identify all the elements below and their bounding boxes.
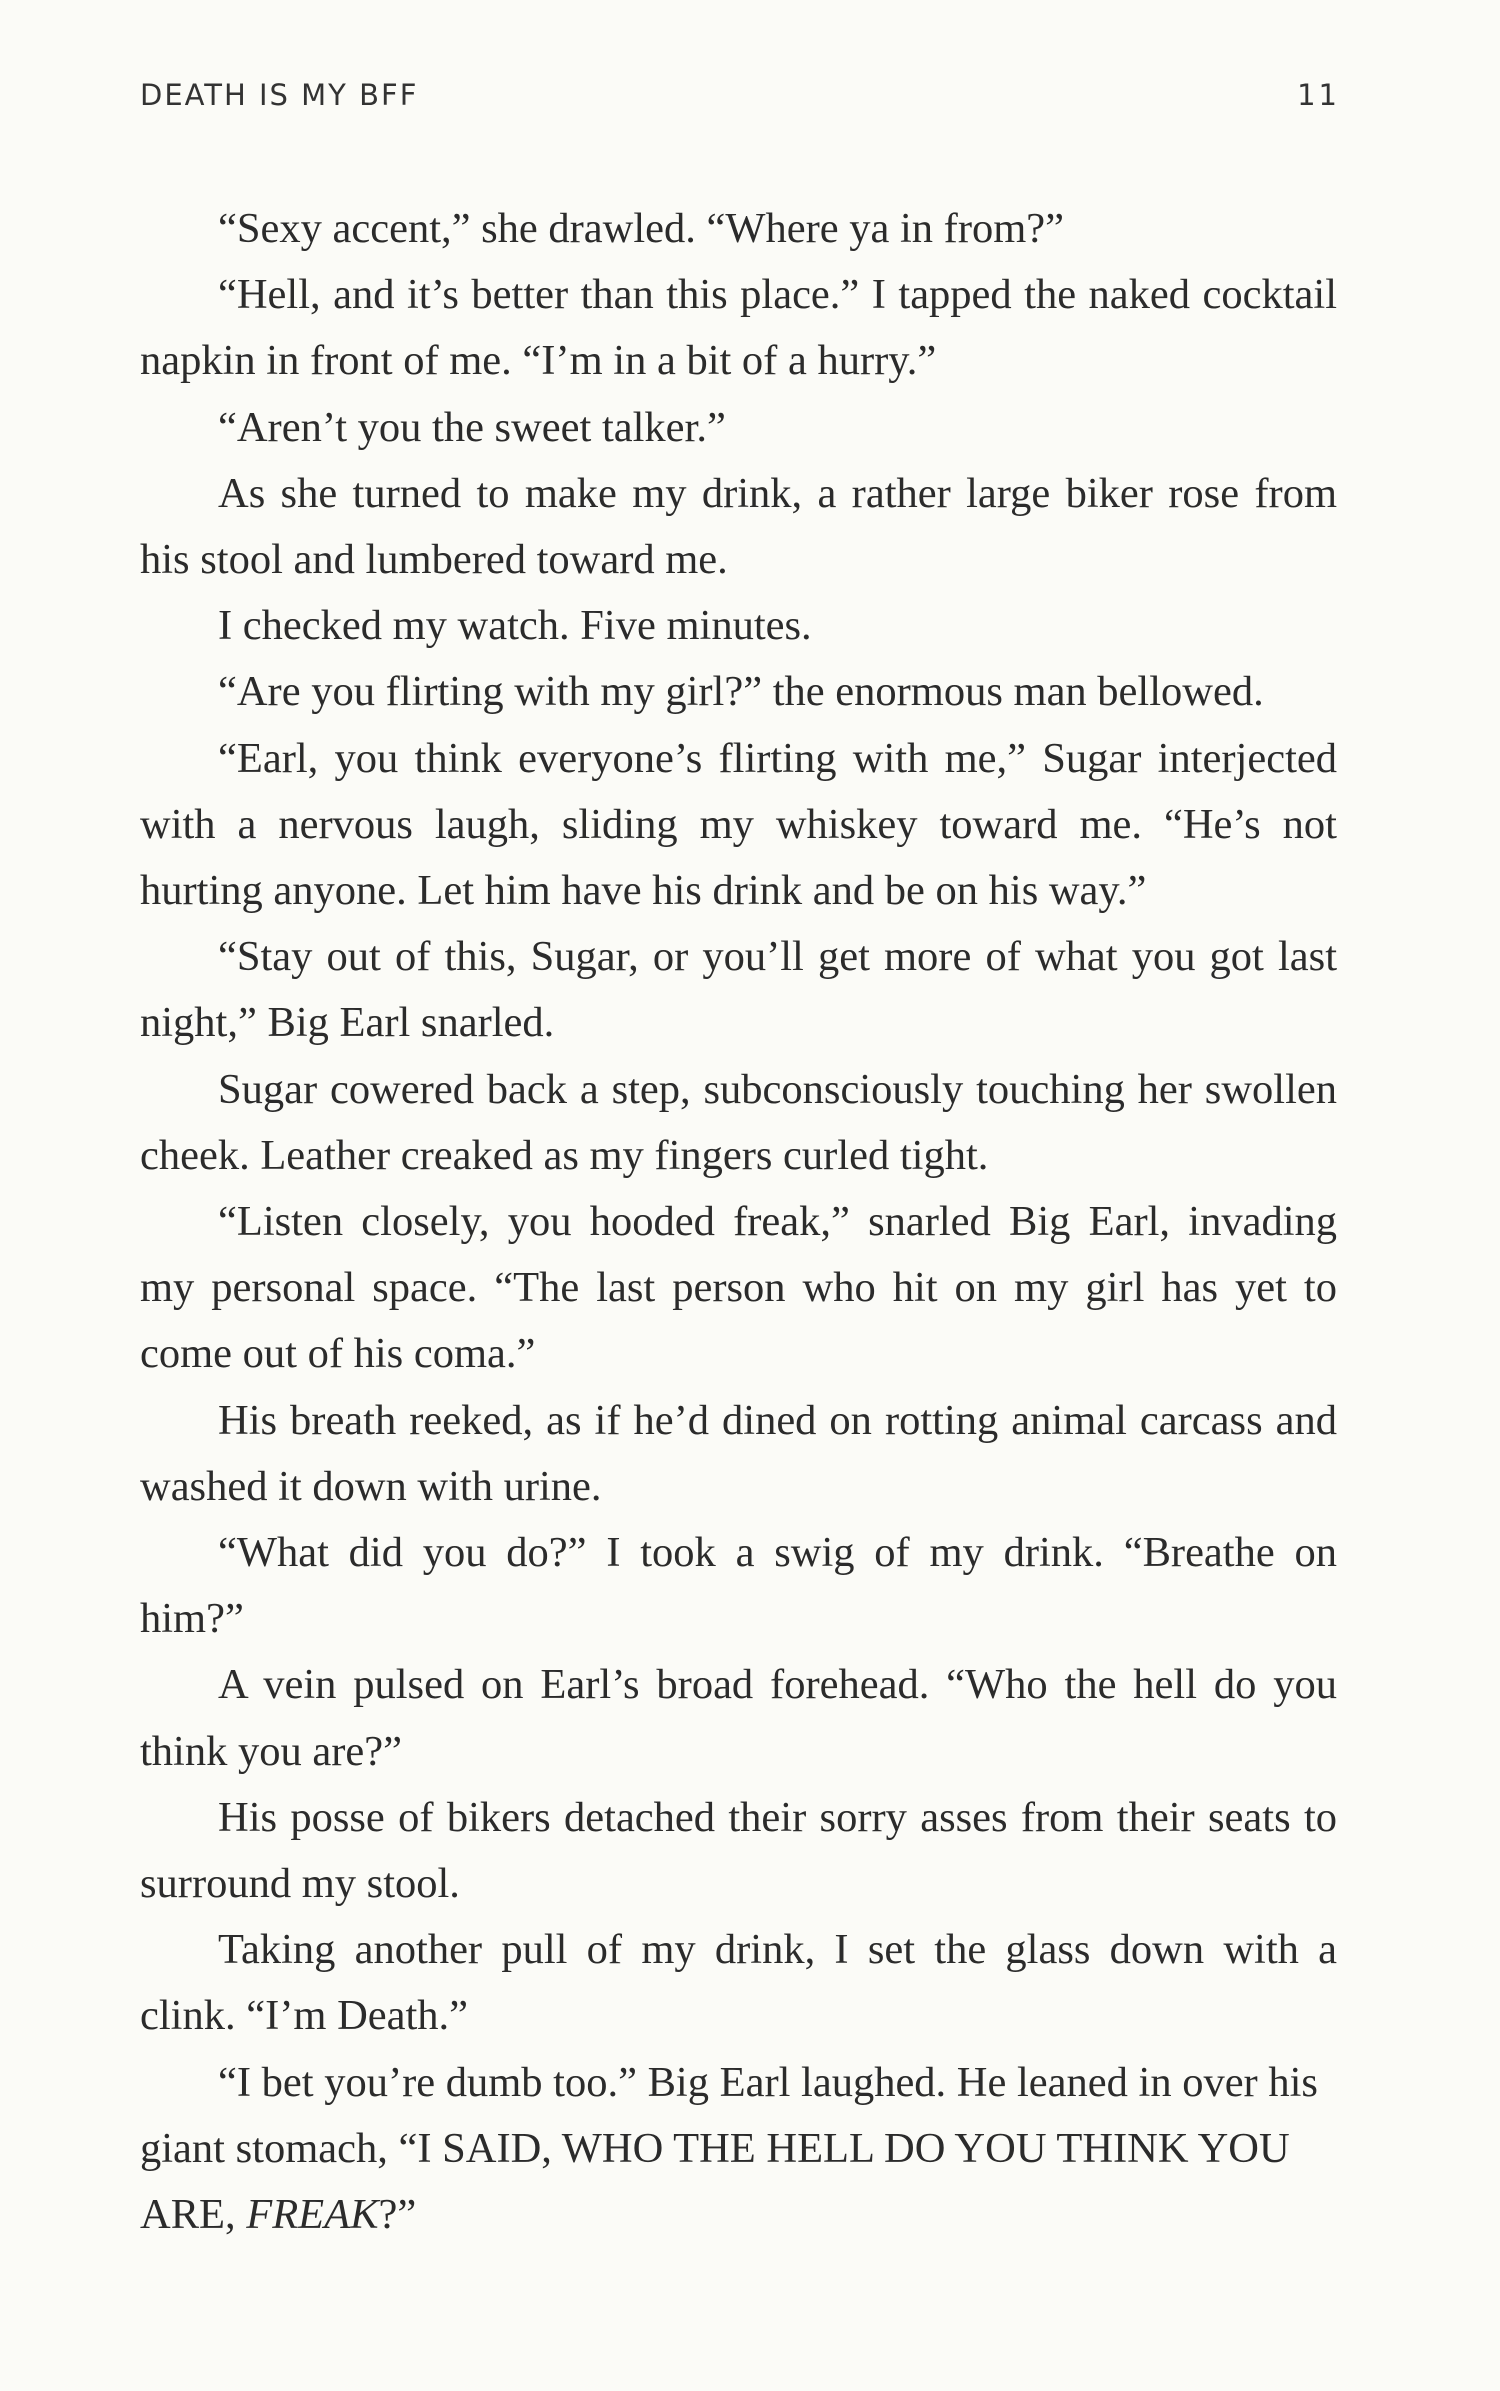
paragraph: “Earl, you think everyone’s flirting with me,” Sugar interjected with a nervous laugh, sliding my whiskey toward me. “He’s not hurting anyone. Let him have his drink and be on his way.” bbox=[140, 734, 1337, 915]
paragraph: I checked my watch. Five minutes. bbox=[218, 602, 812, 650]
running-head bbox=[140, 78, 1340, 118]
paragraph: “Sexy accent,” she drawled. “Where ya in from?” bbox=[218, 205, 1065, 252]
paragraph: “Aren’t you the sweet talker.” bbox=[218, 403, 726, 451]
page-number: 11 bbox=[1297, 78, 1340, 112]
paragraph: “Listen closely, you hooded freak,” snarled Big Earl, invading my personal space. “The last person who hit on my girl has yet to come out of his coma.” bbox=[140, 1198, 1337, 1378]
paragraph: His breath reeked, as if he’d dined on rotting animal carcass and washed it down with urine. bbox=[140, 1396, 1337, 1510]
paragraph: A vein pulsed on Earl’s broad forehead. “Who the hell do you think you are?” bbox=[140, 1661, 1337, 1775]
paragraph: As she turned to make my drink, a rather large biker rose from his stool and lumbered toward me. bbox=[140, 469, 1337, 584]
paragraph: “Hell, and it’s better than this place.” I tapped the naked cocktail napkin in front of me. “I’m in a bit of a hurry.” bbox=[140, 271, 1337, 385]
paragraph: His posse of bikers detached their sorry asses from their seats to surround my stool. bbox=[140, 1793, 1337, 1908]
final-paragraph bbox=[140, 2050, 1337, 2249]
final-paragraph-emphasis: FREAK bbox=[246, 2191, 379, 2239]
body-text bbox=[140, 196, 1337, 2248]
final-paragraph-tail: ?” bbox=[378, 2191, 417, 2239]
paragraph: “What did you do?” I took a swig of my drink. “Breathe on him?” bbox=[140, 1529, 1337, 1643]
paragraph: “Are you flirting with my girl?” the enormous man bellowed. bbox=[218, 668, 1264, 716]
paragraph: Sugar cowered back a step, subconsciously touching her swollen cheek. Leather creaked as my fingers curled tight. bbox=[140, 1065, 1337, 1179]
running-title: DEATH IS MY BFF bbox=[140, 78, 419, 112]
final-paragraph-lead: “I bet you’re dumb too.” Big Earl laughed. He leaned in over his giant stomach, “I SAID, WHO THE HELL DO YOU THINK YOU ARE, bbox=[140, 2058, 1318, 2239]
paragraph: Taking another pull of my drink, I set the glass down with a clink. “I’m Death.” bbox=[140, 1926, 1337, 2040]
paragraph: “Stay out of this, Sugar, or you’ll get more of what you got last night,” Big Earl snarled. bbox=[140, 933, 1337, 1047]
